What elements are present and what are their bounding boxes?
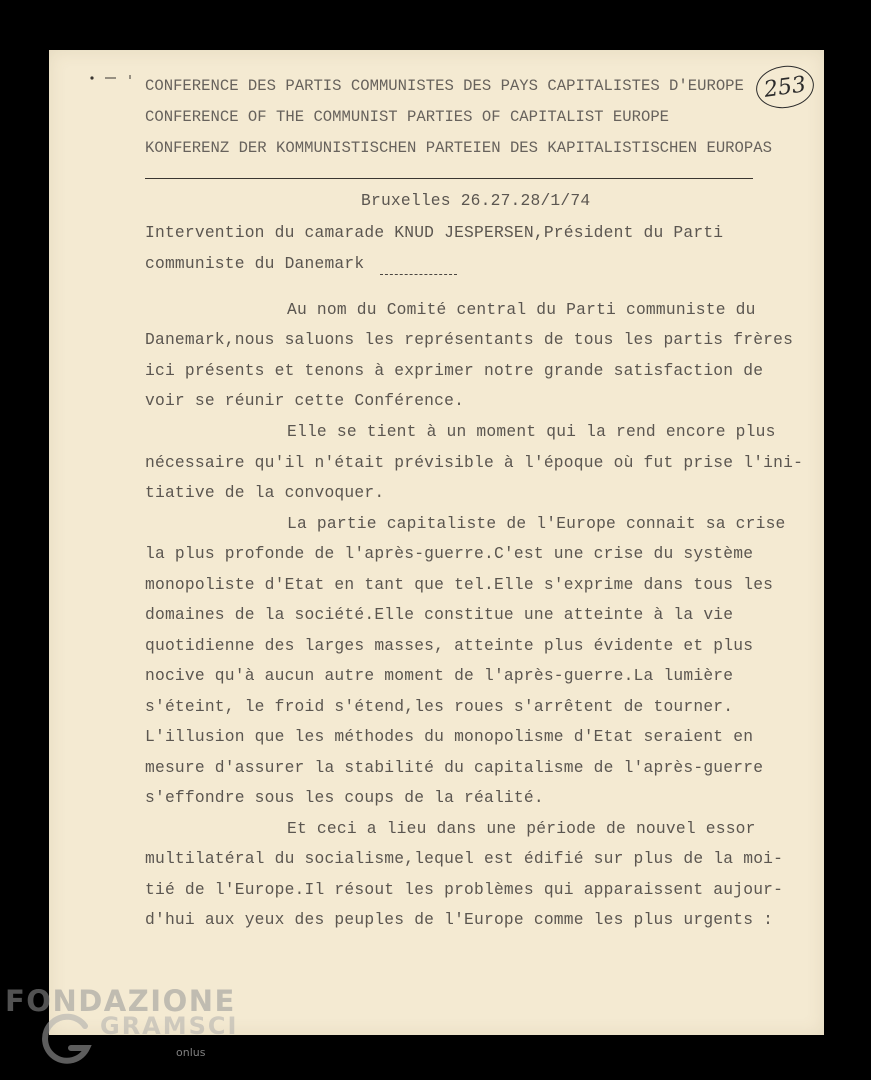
body-line: la plus profonde de l'après-guerre.C'est une crise du système — [145, 544, 754, 563]
stray-pen-mark — [89, 75, 132, 81]
body-line: domaines de la société.Elle constitue une atteinte à la vie — [145, 605, 734, 624]
intro-line-2: communiste du Danemark — [145, 254, 365, 273]
archive-watermark-logo — [5, 982, 245, 1072]
body-line: nocive qu'à aucun autre moment de l'après-guerre.La lumière — [145, 666, 734, 685]
body-line: s'effondre sous les coups de la réalité. — [145, 788, 544, 807]
body-line: voir se réunir cette Conférence. — [145, 391, 465, 410]
body-line: monopoliste d'Etat en tant que tel.Elle s'exprime dans tous les — [145, 575, 774, 594]
body-line: nécessaire qu'il n'était prévisible à l'époque où fut prise l'ini- — [145, 453, 804, 472]
logo-wordmark-bottom: GRAMSCI — [100, 1012, 239, 1040]
body-line: ici présents et tenons à exprimer notre grande satisfaction de — [145, 361, 764, 380]
body-line: Danemark,nous saluons les représentants de tous les partis frères — [145, 330, 794, 349]
header-rule — [145, 178, 753, 179]
handwritten-page-number: 253 — [753, 62, 816, 112]
body-line: tiative de la convoquer. — [145, 483, 385, 502]
header-title-en: CONFERENCE OF THE COMMUNIST PARTIES OF CAPITALIST EUROPE — [145, 108, 670, 126]
dateline: Bruxelles 26.27.28/1/74 — [361, 191, 591, 210]
body-line: tié de l'Europe.Il résout les problèmes qui apparaissent aujour- — [145, 880, 784, 899]
body-line: La partie capitaliste de l'Europe connait sa crise — [287, 514, 786, 533]
body-line: Et ceci a lieu dans une période de nouvel essor — [287, 819, 756, 838]
logo-subtitle: onlus — [176, 1046, 206, 1059]
body-line: d'hui aux yeux des peuples de l'Europe comme les plus urgents : — [145, 910, 774, 929]
body-line: Au nom du Comité central du Parti communiste du — [287, 300, 756, 319]
body-line: multilatéral du socialisme,lequel est édifié sur plus de la moi- — [145, 849, 784, 868]
logo-g-icon — [41, 1012, 95, 1066]
body-line: mesure d'assurer la stabilité du capitalisme de l'après-guerre — [145, 758, 764, 777]
header-title-de: KONFERENZ DER KOMMUNISTISCHEN PARTEIEN DES KAPITALISTISCHEN EUROPAS — [145, 139, 772, 157]
body-line: quotidienne des larges masses, atteinte plus évidente et plus — [145, 636, 754, 655]
body-line: Elle se tient à un moment qui la rend encore plus — [287, 422, 776, 441]
body-line: L'illusion que les méthodes du monopolisme d'Etat seraient en — [145, 727, 754, 746]
body-line: s'éteint, le froid s'étend,les roues s'arrêtent de tourner. — [145, 697, 734, 716]
section-divider — [380, 274, 457, 275]
logo-wordmark-top: FONDAZIONE — [5, 984, 236, 1018]
intro-line-1: Intervention du camarade KNUD JESPERSEN,Président du Parti — [145, 223, 724, 242]
header-title-fr: CONFERENCE DES PARTIS COMMUNISTES DES PAYS CAPITALISTES D'EUROPE — [145, 77, 744, 95]
